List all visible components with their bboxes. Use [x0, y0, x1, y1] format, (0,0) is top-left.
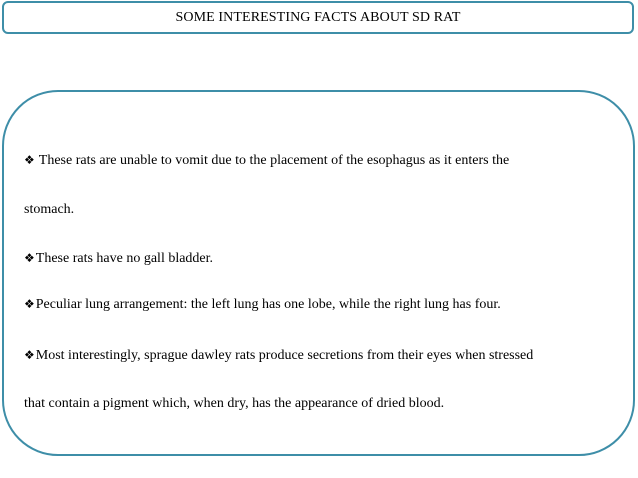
fact-text: These rats have no gall bladder. [35, 251, 214, 266]
fact-text: These rats are unable to vomit due to the placement of the esophagus as it enters the [38, 153, 510, 168]
diamond-bullet-icon: ❖ [24, 251, 35, 265]
slide-title: SOME INTERESTING FACTS ABOUT SD RAT [175, 9, 461, 25]
fact-text: Most interestingly, sprague dawley rats produce secretions from their eyes when stressed [35, 348, 534, 363]
fact-item-eye-secretions-continued [24, 396, 444, 412]
fact-text: Peculiar lung arrangement: the left lung has one lobe, while the right lung has four. [35, 297, 501, 312]
fact-item-lung [24, 296, 501, 313]
slide-title-box [2, 1, 634, 34]
diamond-bullet-icon: ❖ [24, 348, 35, 362]
fact-item-vomit-continued [24, 202, 74, 218]
diamond-bullet-icon: ❖ [24, 153, 35, 167]
fact-item-eye-secretions [24, 347, 533, 364]
fact-text: that contain a pigment which, when dry, has the appearance of dried blood. [24, 396, 445, 411]
fact-item-vomit [24, 152, 509, 169]
diamond-bullet-icon: ❖ [24, 297, 35, 311]
fact-text: stomach. [24, 202, 75, 217]
fact-item-gall-bladder [24, 250, 213, 267]
